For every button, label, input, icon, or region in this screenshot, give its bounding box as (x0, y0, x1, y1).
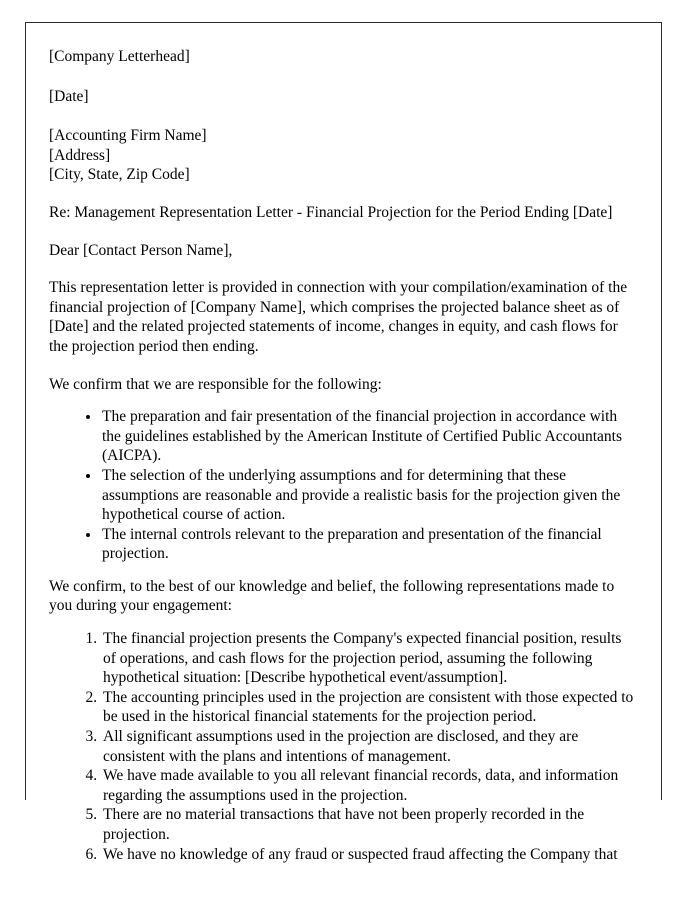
list-item: • The preparation and fair presentation of the financial projection in accordance with the guidelines established by the American Institute of Certified Public Accountants (AICPA). (101, 407, 635, 466)
document-page (25, 22, 662, 863)
list-item: 1. The financial projection presents the Company's expected financial position, results of operations, and cash flows for the projection period, assuming the following hypothetical situation: [Describe hypothetical event/assumption]. (101, 629, 635, 688)
document-body (26, 23, 661, 864)
company-letterhead: [Company Letterhead] (49, 48, 190, 65)
list-item: 6. We have no knowledge of any fraud or suspected fraud affecting the Company that (101, 845, 635, 865)
recipient-firm-name: [Accounting Firm Name] (49, 127, 207, 145)
recipient-city-state-zip: [City, State, Zip Code] (49, 166, 190, 184)
list-item: • The internal controls relevant to the preparation and presentation of the financial projection. (101, 525, 635, 564)
list-item: 5. There are no material transactions that have not been properly recorded in the projection. (101, 805, 635, 844)
intro-paragraph: This representation letter is provided in connection with your compilation/examination of the financial projection of [Company Name], which comprises the projected balance sheet as of [Date] and the related projected statements of income, changes in equity, and cash flows for the projection period then ending. (49, 279, 628, 355)
representations-lead-in: We confirm, to the best of our knowledge and belief, the following representations made to you during your engagement: (49, 577, 615, 615)
list-item: 4. We have made available to you all relevant financial records, data, and information regarding the assumptions used in the projection. (101, 766, 635, 805)
list-item: • The selection of the underlying assumptions and for determining that these assumptions are reasonable and provide a realistic basis for the projection given the hypothetical course of action. (101, 466, 635, 525)
responsibilities-list (49, 407, 635, 564)
list-item: 2. The accounting principles used in the projection are consistent with those expected to be used in the historical financial statements for the projection period. (101, 688, 635, 727)
list-item: 3. All significant assumptions used in the projection are disclosed, and they are consistent with the plans and intentions of management. (101, 727, 635, 766)
subject-line: Re: Management Representation Letter - Financial Projection for the Period Ending [Date] (49, 203, 613, 221)
responsibility-lead-in: We confirm that we are responsible for the following: (49, 375, 382, 393)
representations-list (49, 629, 635, 864)
recipient-address-block (49, 126, 635, 185)
salutation: Dear [Contact Person Name], (49, 241, 233, 259)
letter-date: [Date] (49, 87, 89, 105)
recipient-address: [Address] (49, 146, 111, 164)
